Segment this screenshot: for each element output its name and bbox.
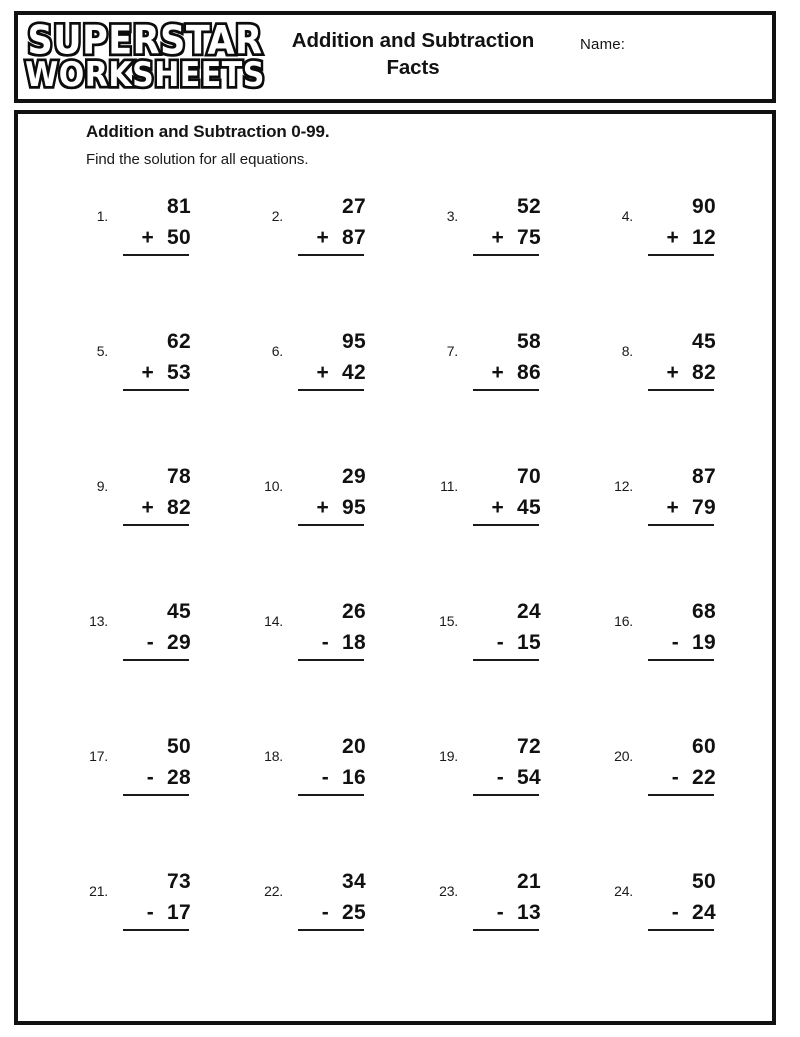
problem-equation xyxy=(467,466,559,526)
plus-operator-icon: + xyxy=(491,226,505,249)
operand-bottom-row xyxy=(642,497,734,518)
problem-number: 3. xyxy=(446,208,458,224)
answer-rule-line xyxy=(298,254,364,256)
logo-line-worksheets: WORKSHEETS xyxy=(25,55,265,95)
plus-operator-icon: + xyxy=(666,226,680,249)
problem-equation xyxy=(117,736,209,796)
operand-bottom: 87 xyxy=(342,226,366,249)
answer-rule-line xyxy=(123,254,189,256)
instructions-subtext: Find the solution for all equations. xyxy=(86,151,309,168)
title-line-1: Addition and Subtraction xyxy=(291,28,535,52)
problem-item[interactable] xyxy=(603,466,778,601)
operand-top: 27 xyxy=(342,195,366,218)
answer-rule-line xyxy=(123,794,189,796)
answer-rule-line xyxy=(648,389,714,391)
operand-bottom: 12 xyxy=(692,226,716,249)
minus-operator-icon: - xyxy=(146,631,155,654)
operand-bottom-row xyxy=(117,767,209,788)
operand-bottom-row xyxy=(642,632,734,653)
minus-operator-icon: - xyxy=(321,766,330,789)
answer-rule-line xyxy=(473,389,539,391)
problem-equation xyxy=(117,466,209,526)
operand-bottom-row xyxy=(467,227,559,248)
problem-grid xyxy=(78,196,758,1006)
operand-top: 78 xyxy=(167,465,191,488)
minus-operator-icon: - xyxy=(496,766,505,789)
problem-number: 13. xyxy=(89,613,108,629)
answer-rule-line xyxy=(648,659,714,661)
problem-item[interactable] xyxy=(253,466,428,601)
minus-operator-icon: - xyxy=(496,631,505,654)
logo-line-superstar: SUPERSTAR xyxy=(27,18,263,64)
problem-item[interactable] xyxy=(428,601,603,736)
worksheet-body xyxy=(14,110,776,1025)
minus-operator-icon: - xyxy=(671,766,680,789)
operand-bottom-row xyxy=(292,497,384,518)
problem-equation xyxy=(642,466,734,526)
answer-rule-line xyxy=(648,794,714,796)
problem-number: 2. xyxy=(271,208,283,224)
problem-equation xyxy=(292,196,384,256)
problem-item[interactable] xyxy=(78,736,253,871)
problem-item[interactable] xyxy=(253,601,428,736)
operand-bottom-row xyxy=(117,227,209,248)
problem-item[interactable] xyxy=(603,871,778,1006)
problem-item[interactable] xyxy=(428,736,603,871)
operand-bottom: 22 xyxy=(692,766,716,789)
operand-bottom: 82 xyxy=(167,496,191,519)
answer-rule-line xyxy=(298,794,364,796)
problem-equation xyxy=(642,331,734,391)
problem-equation xyxy=(292,466,384,526)
operand-bottom: 28 xyxy=(167,766,191,789)
operand-top: 45 xyxy=(167,600,191,623)
problem-item[interactable] xyxy=(428,466,603,601)
plus-operator-icon: + xyxy=(316,361,330,384)
minus-operator-icon: - xyxy=(671,631,680,654)
plus-operator-icon: + xyxy=(666,361,680,384)
problem-number: 11. xyxy=(440,478,458,494)
operand-top: 62 xyxy=(167,330,191,353)
problem-equation xyxy=(292,601,384,661)
answer-rule-line xyxy=(123,389,189,391)
operand-top: 26 xyxy=(342,600,366,623)
problem-item[interactable] xyxy=(603,601,778,736)
problem-equation xyxy=(292,871,384,931)
operand-top: 21 xyxy=(517,870,541,893)
minus-operator-icon: - xyxy=(146,766,155,789)
answer-rule-line xyxy=(473,254,539,256)
problem-item[interactable] xyxy=(78,466,253,601)
problem-item[interactable] xyxy=(253,196,428,331)
operand-bottom-row xyxy=(292,362,384,383)
operand-top: 68 xyxy=(692,600,716,623)
problem-number: 19. xyxy=(439,748,458,764)
answer-rule-line xyxy=(298,524,364,526)
operand-top: 29 xyxy=(342,465,366,488)
instructions-block xyxy=(86,122,726,168)
operand-bottom-row xyxy=(642,227,734,248)
operand-bottom: 45 xyxy=(517,496,541,519)
problem-item[interactable] xyxy=(603,196,778,331)
operand-bottom-row xyxy=(467,497,559,518)
problem-number: 7. xyxy=(446,343,458,359)
plus-operator-icon: + xyxy=(141,226,155,249)
operand-bottom: 95 xyxy=(342,496,366,519)
problem-equation xyxy=(642,736,734,796)
problem-equation xyxy=(117,601,209,661)
worksheet-title-container xyxy=(268,15,558,99)
plus-operator-icon: + xyxy=(491,496,505,519)
problem-item[interactable] xyxy=(78,331,253,466)
operand-top: 70 xyxy=(517,465,541,488)
minus-operator-icon: - xyxy=(321,631,330,654)
answer-rule-line xyxy=(648,524,714,526)
problem-item[interactable] xyxy=(603,736,778,871)
operand-top: 50 xyxy=(692,870,716,893)
problem-item[interactable] xyxy=(428,196,603,331)
operand-bottom: 29 xyxy=(167,631,191,654)
operand-bottom-row xyxy=(292,227,384,248)
operand-top: 73 xyxy=(167,870,191,893)
answer-rule-line xyxy=(648,254,714,256)
operand-bottom-row xyxy=(467,632,559,653)
plus-operator-icon: + xyxy=(141,361,155,384)
operand-bottom: 86 xyxy=(517,361,541,384)
operand-bottom: 13 xyxy=(517,901,541,924)
name-label: Name: xyxy=(580,36,626,53)
problem-number: 10. xyxy=(264,478,283,494)
answer-rule-line xyxy=(473,794,539,796)
operand-bottom: 24 xyxy=(692,901,716,924)
plus-operator-icon: + xyxy=(141,496,155,519)
problem-number: 22. xyxy=(264,883,283,899)
problem-number: 23. xyxy=(439,883,458,899)
problem-number: 5. xyxy=(96,343,108,359)
problem-item[interactable] xyxy=(78,871,253,1006)
problem-equation xyxy=(467,601,559,661)
plus-operator-icon: + xyxy=(316,496,330,519)
minus-operator-icon: - xyxy=(496,901,505,924)
operand-bottom-row xyxy=(467,767,559,788)
problem-equation xyxy=(292,736,384,796)
operand-bottom-row xyxy=(467,902,559,923)
title-line-2: Facts xyxy=(386,56,440,79)
problem-equation xyxy=(117,871,209,931)
problem-number: 6. xyxy=(271,343,283,359)
problem-number: 12. xyxy=(614,478,633,494)
instructions-heading: Addition and Subtraction 0-99. xyxy=(86,122,330,141)
problem-item[interactable] xyxy=(428,871,603,1006)
plus-operator-icon: + xyxy=(316,226,330,249)
operand-bottom-row xyxy=(642,767,734,788)
operand-bottom: 42 xyxy=(342,361,366,384)
operand-bottom-row xyxy=(292,767,384,788)
operand-bottom: 50 xyxy=(167,226,191,249)
problem-item[interactable] xyxy=(253,871,428,1006)
name-field-container[interactable] xyxy=(558,15,772,99)
minus-operator-icon: - xyxy=(321,901,330,924)
operand-top: 52 xyxy=(517,195,541,218)
answer-rule-line xyxy=(123,929,189,931)
operand-top: 81 xyxy=(167,195,191,218)
problem-item[interactable] xyxy=(78,601,253,736)
problem-item[interactable] xyxy=(253,331,428,466)
logo-text xyxy=(25,18,265,95)
problem-number: 8. xyxy=(621,343,633,359)
problem-equation xyxy=(467,736,559,796)
minus-operator-icon: - xyxy=(146,901,155,924)
operand-top: 58 xyxy=(517,330,541,353)
operand-top: 72 xyxy=(517,735,541,758)
operand-top: 60 xyxy=(692,735,716,758)
problem-equation xyxy=(117,196,209,256)
problem-number: 18. xyxy=(264,748,283,764)
operand-bottom-row xyxy=(467,362,559,383)
minus-operator-icon: - xyxy=(671,901,680,924)
operand-bottom: 75 xyxy=(517,226,541,249)
operand-bottom-row xyxy=(117,902,209,923)
operand-bottom-row xyxy=(292,902,384,923)
operand-top: 24 xyxy=(517,600,541,623)
operand-bottom: 25 xyxy=(342,901,366,924)
problem-equation xyxy=(467,871,559,931)
problem-number: 16. xyxy=(614,613,633,629)
problem-number: 24. xyxy=(614,883,633,899)
answer-rule-line xyxy=(298,929,364,931)
operand-bottom: 15 xyxy=(517,631,541,654)
operand-bottom: 19 xyxy=(692,631,716,654)
problem-equation xyxy=(467,196,559,256)
problem-item[interactable] xyxy=(428,331,603,466)
operand-bottom: 82 xyxy=(692,361,716,384)
problem-item[interactable] xyxy=(78,196,253,331)
brand-logo xyxy=(18,15,268,99)
problem-number: 21. xyxy=(89,883,108,899)
operand-bottom: 18 xyxy=(342,631,366,654)
problem-equation xyxy=(467,331,559,391)
operand-top: 87 xyxy=(692,465,716,488)
operand-bottom-row xyxy=(642,362,734,383)
plus-operator-icon: + xyxy=(491,361,505,384)
answer-rule-line xyxy=(123,524,189,526)
operand-top: 90 xyxy=(692,195,716,218)
operand-bottom-row xyxy=(117,497,209,518)
problem-equation xyxy=(642,871,734,931)
operand-bottom-row xyxy=(117,362,209,383)
operand-bottom: 79 xyxy=(692,496,716,519)
answer-rule-line xyxy=(123,659,189,661)
answer-rule-line xyxy=(648,929,714,931)
operand-bottom: 53 xyxy=(167,361,191,384)
problem-equation xyxy=(642,601,734,661)
worksheet-header xyxy=(14,11,776,103)
page-title xyxy=(292,27,534,82)
operand-top: 20 xyxy=(342,735,366,758)
problem-item[interactable] xyxy=(603,331,778,466)
problem-number: 17. xyxy=(89,748,108,764)
problem-number: 14. xyxy=(264,613,283,629)
problem-number: 9. xyxy=(96,478,108,494)
operand-bottom-row xyxy=(117,632,209,653)
problem-number: 15. xyxy=(439,613,458,629)
operand-bottom-row xyxy=(292,632,384,653)
answer-rule-line xyxy=(298,659,364,661)
plus-operator-icon: + xyxy=(666,496,680,519)
operand-top: 50 xyxy=(167,735,191,758)
operand-bottom: 54 xyxy=(517,766,541,789)
answer-rule-line xyxy=(298,389,364,391)
operand-bottom: 17 xyxy=(167,901,191,924)
problem-number: 20. xyxy=(614,748,633,764)
operand-bottom: 16 xyxy=(342,766,366,789)
answer-rule-line xyxy=(473,659,539,661)
problem-equation xyxy=(642,196,734,256)
operand-top: 45 xyxy=(692,330,716,353)
problem-equation xyxy=(292,331,384,391)
problem-number: 4. xyxy=(621,208,633,224)
problem-equation xyxy=(117,331,209,391)
answer-rule-line xyxy=(473,929,539,931)
problem-number: 1. xyxy=(96,208,108,224)
problem-item[interactable] xyxy=(253,736,428,871)
operand-bottom-row xyxy=(642,902,734,923)
operand-top: 34 xyxy=(342,870,366,893)
operand-top: 95 xyxy=(342,330,366,353)
answer-rule-line xyxy=(473,524,539,526)
